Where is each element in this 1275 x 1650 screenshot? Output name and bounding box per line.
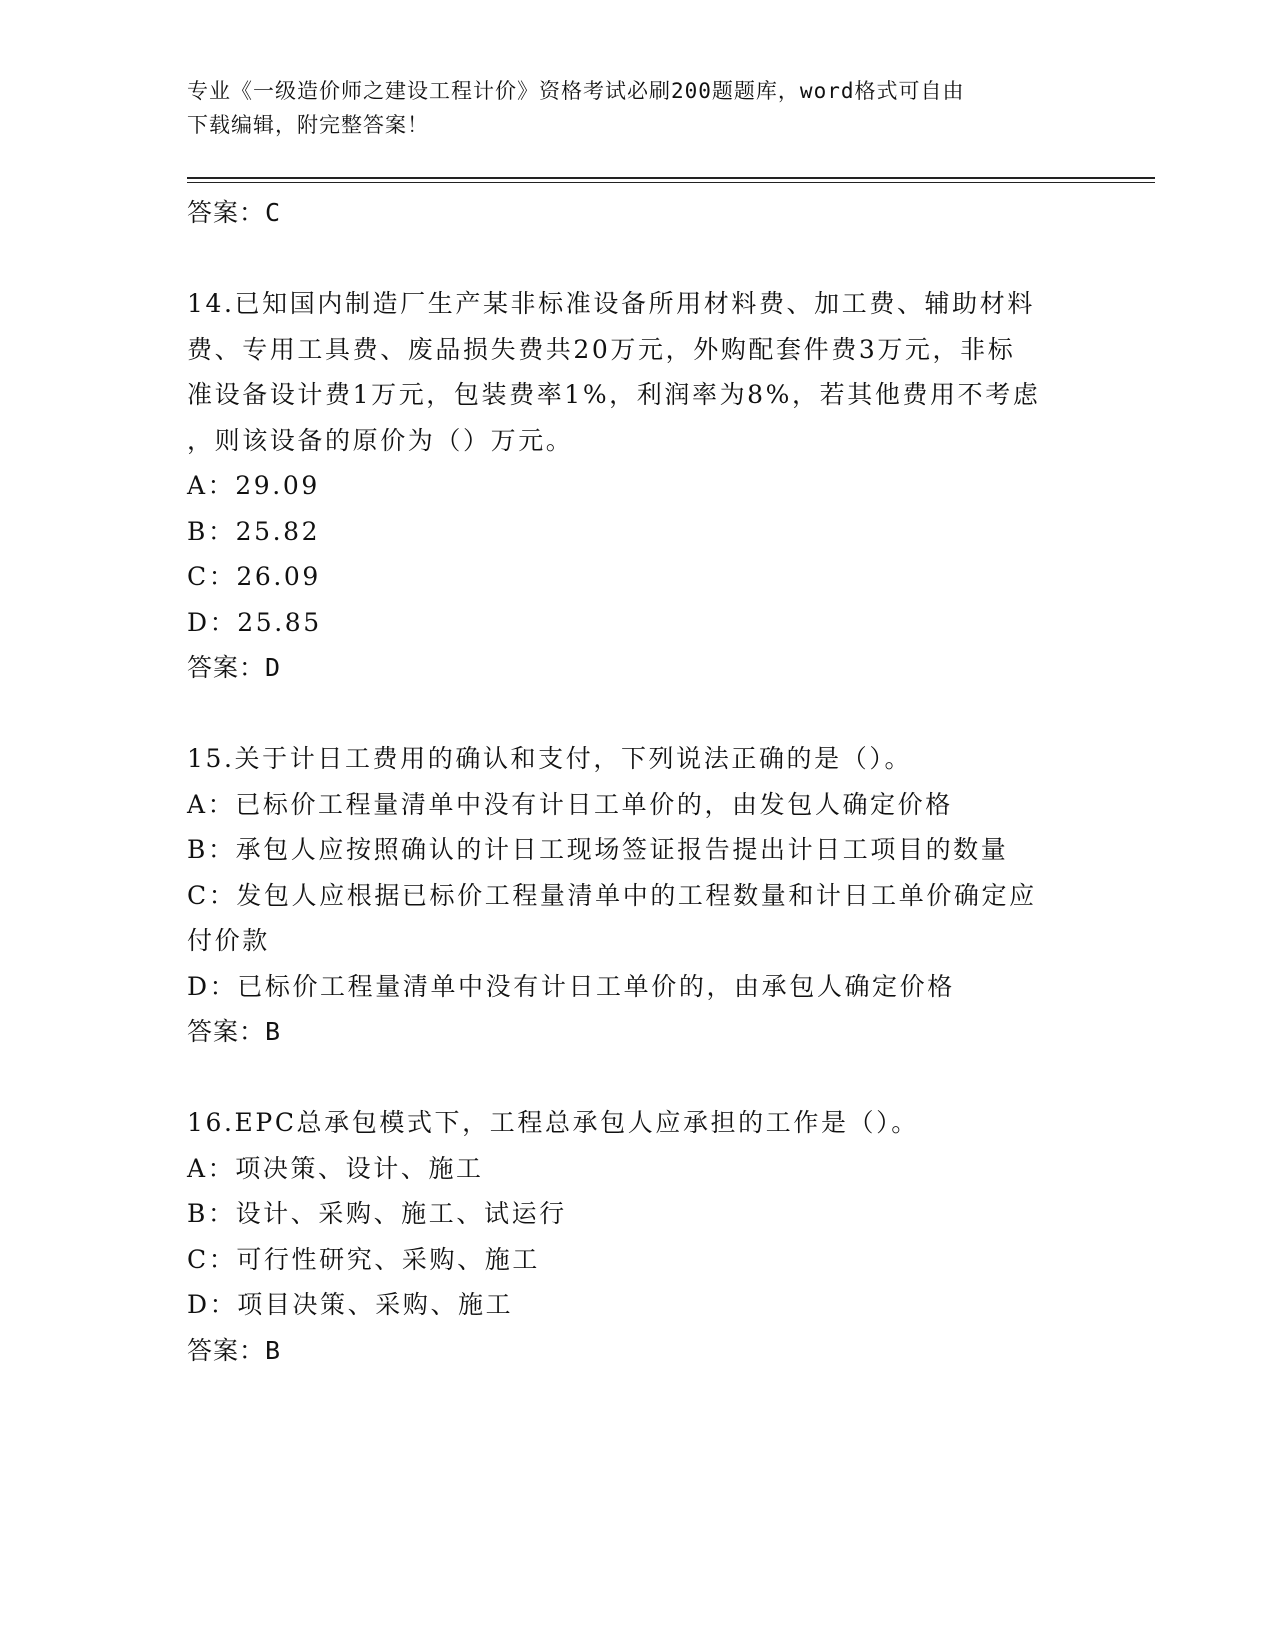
question-text: 准设备设计费1万元，包装费率1%，利润率为8%，若其他费用不考虑 xyxy=(187,380,1041,409)
option-b: B：25.82 xyxy=(187,516,321,546)
option-c: C：26.09 xyxy=(187,562,321,591)
option-c: C：发包人应根据已标价工程量清单中的工程数量和计日工单价确定应 xyxy=(187,880,1037,910)
option-d: D：25.85 xyxy=(187,607,322,637)
spacer xyxy=(187,1055,1087,1101)
option-a: A：29.09 xyxy=(187,471,320,500)
option-a: A：项决策、设计、施工 xyxy=(187,1153,484,1183)
option-c-continued: 付价款 xyxy=(187,926,270,955)
header-rule-thin xyxy=(187,182,1155,183)
header-line-1: 专业《一级造价师之建设工程计价》资格考试必刷200题题库，word格式可自由 xyxy=(187,79,965,103)
question-text: 16.EPC总承包模式下，工程总承包人应承担的工作是（）。 xyxy=(187,1108,919,1137)
header-line-2: 下载编辑，附完整答案！ xyxy=(187,113,429,137)
question-text: ，则该设备的原价为（）万元。 xyxy=(187,425,574,455)
answer-line: 答案：B xyxy=(187,1335,282,1365)
spacer xyxy=(187,691,1087,737)
option-a: A：已标价工程量清单中没有计日工单价的，由发包人确定价格 xyxy=(187,789,953,819)
option-b: B：承包人应按照确认的计日工现场签证报告提出计日工项目的数量 xyxy=(187,835,1009,864)
answer-line: 答案：B xyxy=(187,1017,282,1046)
answer-line: 答案：D xyxy=(187,653,282,682)
question-text: 费、专用工具费、废品损失费共20万元，外购配套件费3万元，非标 xyxy=(187,334,1016,364)
question-text: 14.已知国内制造厂生产某非标准设备所用材料费、加工费、辅助材料 xyxy=(187,289,1035,318)
question-16 xyxy=(187,1100,1087,1373)
header-rule xyxy=(187,177,1155,179)
question-14 xyxy=(187,281,1087,691)
option-d: D：项目决策、采购、施工 xyxy=(187,1290,514,1319)
document-body xyxy=(187,190,1087,1373)
option-d: D：已标价工程量清单中没有计日工单价的，由承包人确定价格 xyxy=(187,971,955,1001)
document-header xyxy=(187,74,1087,142)
question-15 xyxy=(187,736,1087,1055)
answer-line: 答案：C xyxy=(187,198,282,227)
question-text: 15.关于计日工费用的确认和支付，下列说法正确的是（）。 xyxy=(187,744,913,773)
option-c: C：可行性研究、采购、施工 xyxy=(187,1244,540,1274)
option-b: B：设计、采购、施工、试运行 xyxy=(187,1199,567,1228)
spacer xyxy=(187,236,1087,282)
